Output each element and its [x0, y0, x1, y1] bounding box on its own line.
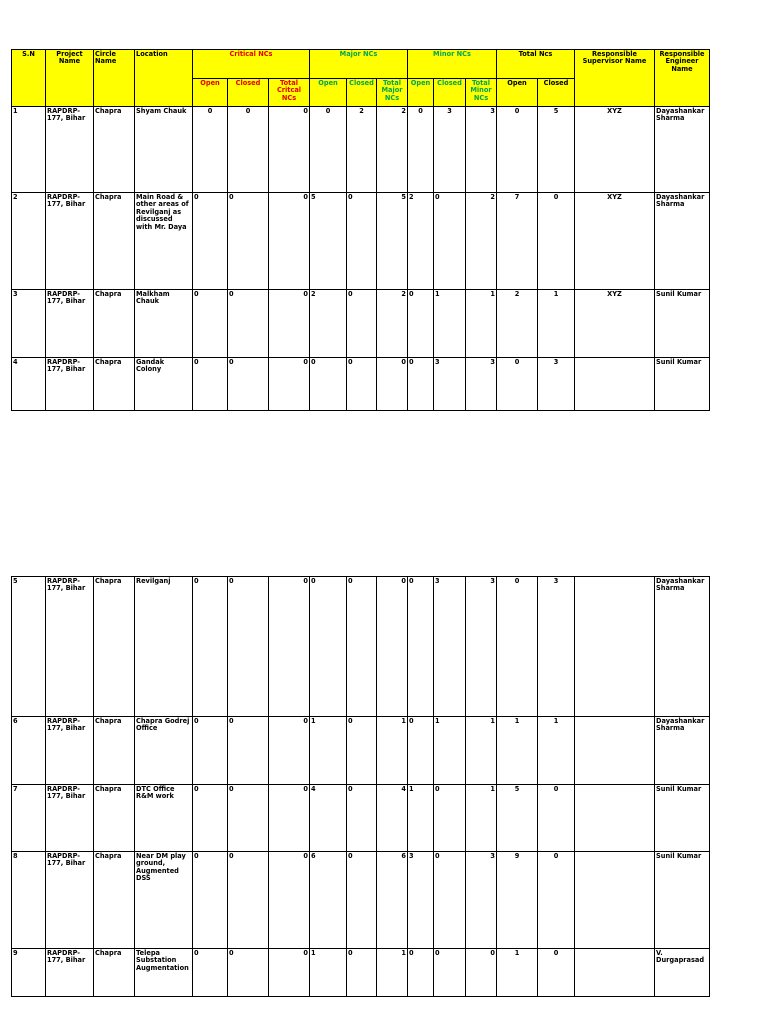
cell-mi-total: 2 [466, 193, 497, 290]
cell-engineer: Sunil Kumar [655, 358, 710, 411]
table-row [12, 577, 710, 717]
cell-c-closed: 0 [228, 852, 269, 949]
cell-engineer: Dayashankar Sharma [655, 577, 710, 717]
cell-engineer: Dayashankar Sharma [655, 717, 710, 785]
cell-ma-open: 0 [310, 107, 347, 193]
cell-circle: Chapra [94, 193, 135, 290]
cell-t-open: 2 [497, 290, 538, 358]
cell-supervisor: XYZ [575, 193, 655, 290]
cell-ma-open: 5 [310, 193, 347, 290]
cell-c-total: 0 [269, 852, 310, 949]
cell-mi-closed: 0 [434, 785, 466, 852]
cell-c-open: 0 [193, 785, 228, 852]
cell-mi-closed: 1 [434, 290, 466, 358]
cell-t-open: 5 [497, 785, 538, 852]
cell-sn: 1 [12, 107, 46, 193]
cell-t-open: 0 [497, 107, 538, 193]
cell-mi-open: 0 [408, 949, 434, 997]
cell-t-closed: 1 [538, 717, 575, 785]
cell-c-open: 0 [193, 949, 228, 997]
cell-ma-closed: 2 [347, 107, 377, 193]
cell-mi-total: 1 [466, 290, 497, 358]
cell-circle: Chapra [94, 785, 135, 852]
cell-location: Gandak Colony [135, 358, 193, 411]
cell-circle: Chapra [94, 577, 135, 717]
cell-c-closed: 0 [228, 717, 269, 785]
cell-mi-closed: 0 [434, 949, 466, 997]
cell-c-closed: 0 [228, 107, 269, 193]
cell-engineer: Dayashankar Sharma [655, 193, 710, 290]
cell-supervisor [575, 949, 655, 997]
table-row [12, 107, 710, 193]
cell-mi-total: 1 [466, 717, 497, 785]
cell-t-closed: 0 [538, 193, 575, 290]
cell-mi-closed: 3 [434, 107, 466, 193]
cell-project: RAPDRP-177, Bihar [46, 107, 94, 193]
cell-c-total: 0 [269, 358, 310, 411]
cell-t-closed: 5 [538, 107, 575, 193]
cell-sn: 7 [12, 785, 46, 852]
cell-c-open: 0 [193, 290, 228, 358]
cell-sn: 8 [12, 852, 46, 949]
cell-mi-total: 0 [466, 949, 497, 997]
cell-location: Near DM play ground, Augmented DSS [135, 852, 193, 949]
header-location: Location [135, 50, 193, 107]
cell-engineer: Sunil Kumar [655, 785, 710, 852]
header-total-closed: Closed [538, 79, 575, 107]
cell-project: RAPDRP-177, Bihar [46, 577, 94, 717]
cell-ma-closed: 0 [347, 193, 377, 290]
cell-circle: Chapra [94, 290, 135, 358]
header-responsible-supervisor: Responsible Supervisor Name [575, 50, 655, 107]
cell-supervisor [575, 577, 655, 717]
header-major-ncs: Major NCs [310, 50, 408, 79]
header-major-open: Open [310, 79, 347, 107]
cell-ma-open: 6 [310, 852, 347, 949]
cell-location: Telepa Substation Augmentation [135, 949, 193, 997]
table-body [12, 107, 710, 411]
cell-c-total: 0 [269, 717, 310, 785]
cell-mi-closed: 3 [434, 358, 466, 411]
cell-c-closed: 0 [228, 577, 269, 717]
cell-engineer: V. Durgaprasad [655, 949, 710, 997]
cell-location: Chapra Godrej Office [135, 717, 193, 785]
table-row [12, 852, 710, 949]
cell-sn: 3 [12, 290, 46, 358]
cell-mi-open: 0 [408, 577, 434, 717]
header-project-name: Project Name [46, 50, 94, 107]
cell-mi-open: 0 [408, 290, 434, 358]
cell-supervisor [575, 785, 655, 852]
cell-mi-closed: 0 [434, 193, 466, 290]
cell-location: DTC Office R&M work [135, 785, 193, 852]
cell-mi-total: 1 [466, 785, 497, 852]
cell-ma-closed: 0 [347, 577, 377, 717]
cell-project: RAPDRP-177, Bihar [46, 785, 94, 852]
cell-mi-total: 3 [466, 107, 497, 193]
header-minor-closed: Closed [434, 79, 466, 107]
cell-mi-total: 3 [466, 358, 497, 411]
cell-c-total: 0 [269, 290, 310, 358]
cell-mi-closed: 0 [434, 852, 466, 949]
cell-mi-total: 3 [466, 852, 497, 949]
cell-mi-open: 3 [408, 852, 434, 949]
cell-ma-total: 1 [377, 717, 408, 785]
table-row [12, 949, 710, 997]
nc-table-page-2 [11, 576, 710, 997]
cell-mi-closed: 1 [434, 717, 466, 785]
cell-ma-total: 2 [377, 290, 408, 358]
cell-c-open: 0 [193, 852, 228, 949]
cell-mi-open: 0 [408, 358, 434, 411]
cell-ma-total: 4 [377, 785, 408, 852]
cell-project: RAPDRP-177, Bihar [46, 290, 94, 358]
cell-t-closed: 3 [538, 358, 575, 411]
header-total-ncs: Total Ncs [497, 50, 575, 79]
header-critical-closed: Closed [228, 79, 269, 107]
cell-project: RAPDRP-177, Bihar [46, 852, 94, 949]
cell-c-total: 0 [269, 785, 310, 852]
cell-mi-open: 0 [408, 107, 434, 193]
header-total-critical: Total Critcal NCs [269, 79, 310, 107]
cell-project: RAPDRP-177, Bihar [46, 193, 94, 290]
header-major-closed: Closed [347, 79, 377, 107]
cell-mi-open: 2 [408, 193, 434, 290]
cell-c-total: 0 [269, 949, 310, 997]
header-critical-ncs: Critical NCs [193, 50, 310, 79]
cell-c-total: 0 [269, 193, 310, 290]
cell-c-open: 0 [193, 358, 228, 411]
cell-location: Revilganj [135, 577, 193, 717]
cell-ma-open: 1 [310, 717, 347, 785]
cell-ma-open: 0 [310, 577, 347, 717]
cell-t-closed: 3 [538, 577, 575, 717]
cell-project: RAPDRP-177, Bihar [46, 358, 94, 411]
cell-c-closed: 0 [228, 358, 269, 411]
cell-ma-closed: 0 [347, 290, 377, 358]
cell-ma-open: 1 [310, 949, 347, 997]
cell-mi-open: 1 [408, 785, 434, 852]
cell-t-closed: 0 [538, 949, 575, 997]
cell-c-closed: 0 [228, 193, 269, 290]
cell-ma-open: 2 [310, 290, 347, 358]
cell-c-closed: 0 [228, 290, 269, 358]
cell-ma-total: 1 [377, 949, 408, 997]
table-row [12, 717, 710, 785]
cell-location: Main Road & other areas of Revilganj as discussed with Mr. Daya [135, 193, 193, 290]
table-row [12, 193, 710, 290]
cell-ma-total: 2 [377, 107, 408, 193]
nc-table-page-1 [11, 49, 710, 411]
header-minor-open: Open [408, 79, 434, 107]
header-responsible-engineer: Responsible Engineer Name [655, 50, 710, 107]
cell-mi-open: 0 [408, 717, 434, 785]
cell-circle: Chapra [94, 949, 135, 997]
header-total-open: Open [497, 79, 538, 107]
cell-c-open: 0 [193, 193, 228, 290]
header-minor-ncs: Minor NCs [408, 50, 497, 79]
cell-ma-closed: 0 [347, 785, 377, 852]
table-row [12, 358, 710, 411]
table-row [12, 290, 710, 358]
cell-c-open: 0 [193, 717, 228, 785]
cell-t-open: 7 [497, 193, 538, 290]
cell-sn: 6 [12, 717, 46, 785]
header-sn: S.N [12, 50, 46, 107]
header-circle-name: Circle Name [94, 50, 135, 107]
cell-ma-total: 5 [377, 193, 408, 290]
cell-ma-total: 6 [377, 852, 408, 949]
cell-supervisor [575, 852, 655, 949]
cell-supervisor: XYZ [575, 107, 655, 193]
cell-sn: 9 [12, 949, 46, 997]
cell-ma-open: 4 [310, 785, 347, 852]
cell-c-total: 0 [269, 577, 310, 717]
cell-mi-closed: 3 [434, 577, 466, 717]
cell-ma-closed: 0 [347, 358, 377, 411]
cell-ma-total: 0 [377, 358, 408, 411]
cell-circle: Chapra [94, 107, 135, 193]
cell-location: Malkham Chauk [135, 290, 193, 358]
cell-mi-total: 3 [466, 577, 497, 717]
table-row [12, 785, 710, 852]
cell-c-total: 0 [269, 107, 310, 193]
cell-circle: Chapra [94, 852, 135, 949]
cell-sn: 5 [12, 577, 46, 717]
cell-ma-closed: 0 [347, 717, 377, 785]
cell-project: RAPDRP-177, Bihar [46, 717, 94, 785]
cell-t-open: 0 [497, 577, 538, 717]
cell-ma-open: 0 [310, 358, 347, 411]
cell-ma-closed: 0 [347, 852, 377, 949]
cell-t-closed: 0 [538, 785, 575, 852]
cell-ma-total: 0 [377, 577, 408, 717]
cell-sn: 2 [12, 193, 46, 290]
cell-t-open: 0 [497, 358, 538, 411]
header-total-major: Total Major NCs [377, 79, 408, 107]
cell-supervisor [575, 358, 655, 411]
cell-t-closed: 1 [538, 290, 575, 358]
cell-t-closed: 0 [538, 852, 575, 949]
cell-t-open: 9 [497, 852, 538, 949]
cell-engineer: Dayashankar Sharma [655, 107, 710, 193]
cell-c-open: 0 [193, 577, 228, 717]
cell-engineer: Sunil Kumar [655, 852, 710, 949]
cell-t-open: 1 [497, 949, 538, 997]
cell-supervisor: XYZ [575, 290, 655, 358]
table-body [12, 577, 710, 997]
cell-circle: Chapra [94, 717, 135, 785]
cell-location: Shyam Chauk [135, 107, 193, 193]
cell-project: RAPDRP-177, Bihar [46, 949, 94, 997]
cell-c-closed: 0 [228, 949, 269, 997]
header-critical-open: Open [193, 79, 228, 107]
cell-c-closed: 0 [228, 785, 269, 852]
cell-t-open: 1 [497, 717, 538, 785]
cell-sn: 4 [12, 358, 46, 411]
cell-ma-closed: 0 [347, 949, 377, 997]
cell-engineer: Sunil Kumar [655, 290, 710, 358]
cell-circle: Chapra [94, 358, 135, 411]
header-total-minor: Total Minor NCs [466, 79, 497, 107]
cell-supervisor [575, 717, 655, 785]
cell-c-open: 0 [193, 107, 228, 193]
